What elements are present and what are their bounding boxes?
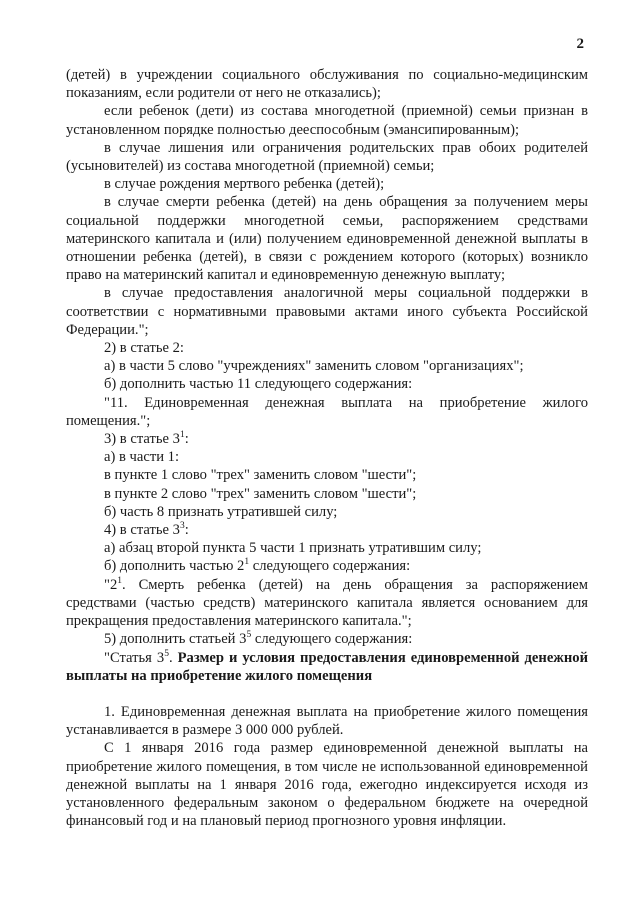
paragraph-8: а) в части 5 слово "учреждениях" заменить словом "организациях"; <box>104 358 524 375</box>
paragraph-10: "11. Единовременная денежная выплата на приобретение жилого помещения."; <box>66 394 588 429</box>
document-body <box>66 66 588 830</box>
paragraph-23: С 1 января 2016 года размер единовременной денежной выплаты на приобретение жилого помещения, в том числе не использованной единовременной денежной выплаты на 1 января 2016 года, ежегодно индексируется исходя из установленного федеральным законом о федеральном бюджете на очередной финансовый год и на плановый период прогнозного уровня инфляции. <box>66 740 588 830</box>
paragraph-1: (детей) в учреждении социального обслуживания по социально-медицинским показаниям, если родители от него не отказались); <box>66 67 588 102</box>
superscript-3: 3 <box>179 521 185 532</box>
paragraph-11-text: 3) в статье 3 <box>104 431 180 448</box>
superscript-5: 5 <box>246 630 252 641</box>
spacer <box>66 685 588 703</box>
page-number: 2 <box>576 36 584 52</box>
paragraph-18: б) дополнить частью $2^1$ следующего содержания: <box>104 557 411 575</box>
superscript-1: 1 <box>179 430 185 441</box>
paragraph-3: в случае лишения или ограничения родительских прав обоих родителей (усыновителей) из состава многодетной (приемной) семьи; <box>66 139 588 175</box>
paragraph-18-text: б) дополнить частью 2 <box>104 558 245 575</box>
article-heading: "Статья $3^5$. Размер и условия предоставления единовременной денежной выплаты на приобретение жилого помещения <box>66 648 588 684</box>
paragraph-2: если ребенок (дети) из состава многодетной (приемной) семьи признан в установленном порядке полностью дееспособным (эмансипированным); <box>66 103 588 138</box>
superscript-5b: 5 <box>164 648 169 659</box>
paragraph-6: в случае предоставления аналогичной меры социальной поддержки в соответствии с нормативными правовыми актами иного субъекта Российской Федерации."; <box>66 285 588 338</box>
paragraph-19: "$2^1$. Смерть ребенка (детей) на день обращения за распоряжением средствами (частью средств) материнского капитала является основанием для прекращения предоставления материнского капитала."; <box>66 575 588 630</box>
article-title: Размер и условия предоставления единовременной денежной выплаты на приобретение жилого помещения <box>66 649 588 684</box>
paragraph-5: в случае смерти ребенка (детей) на день обращения за получением меры социальной поддержки многодетной семьи, распоряжением средствами материнского капитала и (или) получением единовременной денежной выплаты в отношении ребенка (детей), в связи с рождением которого (которых) возникло право на материнский капитал и единовременную денежную выплату; <box>66 194 588 284</box>
paragraph-17: а) абзац второй пункта 5 части 1 признать утратившим силу; <box>104 540 482 557</box>
paragraph-16-text: 4) в статье 3 <box>104 522 180 539</box>
paragraph-4: в случае рождения мертвого ребенка (детей); <box>104 176 385 193</box>
paragraph-20: 5) дополнить статьей $3^5$ следующего содержания: <box>104 630 413 648</box>
paragraph-7: 2) в статье 2: <box>104 340 184 357</box>
paragraph-13: в пункте 1 слово "трех" заменить словом "шести"; <box>104 467 417 484</box>
superscript-1b: 1 <box>244 557 250 568</box>
paragraph-9: б) дополнить частью 11 следующего содержания: <box>104 376 413 393</box>
paragraph-20-text: 5) дополнить статьей 3 <box>104 631 247 648</box>
paragraph-16: 4) в статье $3^3$: <box>104 521 189 539</box>
paragraph-14: в пункте 2 слово "трех" заменить словом "шести"; <box>104 485 417 502</box>
paragraph-22: 1. Единовременная денежная выплата на приобретение жилого помещения устанавливается в размере 3 000 000 рублей. <box>66 703 588 739</box>
paragraph-15: б) часть 8 признать утратившей силу; <box>104 503 338 520</box>
paragraph-19-text: . Смерть ребенка (детей) на день обращения за распоряжением средствами (частью средств) материнского капитала является основанием для прекращения предоставления материнского капитала."; <box>66 576 588 630</box>
superscript-1c: 1 <box>117 575 123 586</box>
paragraph-11: 3) в статье $3^1$: <box>104 430 189 448</box>
paragraph-12: а) в части 1: <box>104 449 180 466</box>
